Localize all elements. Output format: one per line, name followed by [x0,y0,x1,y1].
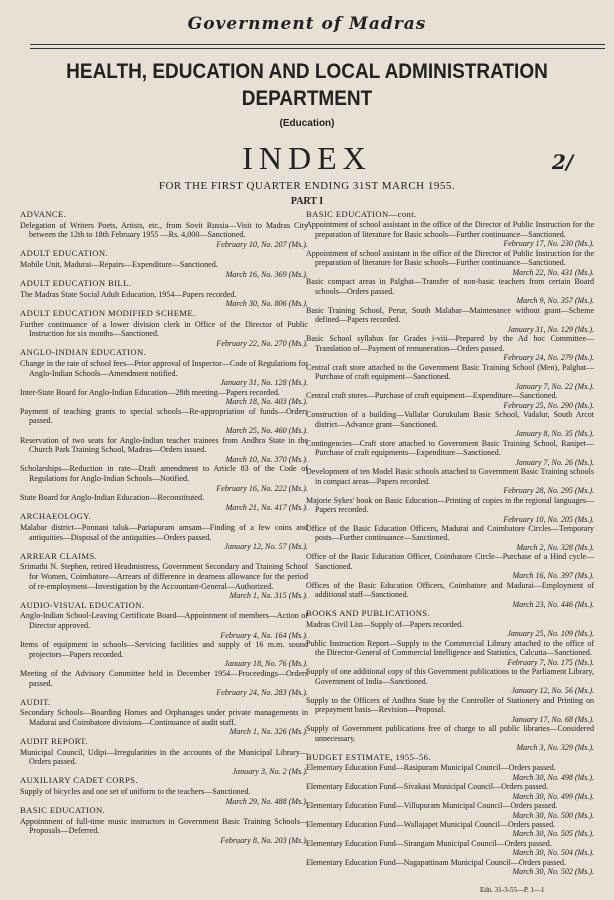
order-reference: February 25, No. 290 (Ms.). [503,400,594,410]
order-reference: January 12, No. 56 (Ms.). [511,686,594,696]
order-reference: March 2, No. 328 (Ms.). [516,542,594,552]
index-section [306,753,594,877]
order-reference: March 16, No. 369 (Ms.). [225,269,308,279]
index-entry: Elementary Education Fund—Sirangam Municipal Council—Orders passed. [306,838,552,848]
header-rule-bottom [30,48,605,49]
order-reference: January 31, No. 128 (Ms.). [220,378,308,388]
index-entry: Meeting of the Advisory Committee held in December 1954—Proceedings—Orders passed. [20,668,308,688]
index-entry: Public Instruction Report—Supply to the Commercial Library attached to the office of the Director-General of Commercial Intelligence and Statistics, Calcutta—Sanctioned. [306,638,594,658]
quarter-line: FOR THE FIRST QUARTER ENDING 31ST MARCH 1955. [158,180,456,192]
order-reference: March 16, No. 397 (Ms.). [512,571,594,581]
order-reference: February 24, No. 279 (Ms.). [503,353,594,363]
index-section [20,601,308,698]
order-reference: February 24, No. 283 (Ms.). [216,688,308,698]
index-entry: Elementary Education Fund—Wallajapet Municipal Council—Orders passed. [306,820,556,829]
index-entry: Office of the Basic Education Officers, Madurai and Coimbatore Circles—Temporary posts—Further continuance—Sanctioned. [306,523,594,543]
order-reference: March 30, No. 505 (Ms.). [512,829,594,839]
order-reference: January 31, No. 129 (Ms.). [507,324,594,334]
index-entry: Elementary Education Fund—Nagapattinam Municipal Council—Orders passed. [306,857,566,867]
department-line-2: DEPARTMENT [241,87,373,111]
order-reference: March 30, No. 502 (Ms.). [512,867,594,877]
index-entry: Development of ten Model Basic schools attached to Government Basic Training schools in compact areas—Papers recorded. [306,467,594,486]
government-title: Government of Madras [187,14,427,34]
index-entry: Elementary Education Fund—Villupuram Municipal Council—Orders passed. [306,801,558,811]
index-entry: Further continuance of a lower division clerk in Office of the Director of Public Instruction for six months—Sanctioned. [20,319,308,339]
index-entry: Construction of a building—Vallalar Gurukulam Basic School, Vadalur, South Arcot district—Advance grant—Sanctioned. [306,410,594,429]
index-section [20,249,308,279]
order-reference: January 18, No. 76 (Ms.). [224,659,308,669]
order-reference: January 7, No. 22 (Ms.). [515,381,594,391]
order-reference: March 21, No. 417 (Ms.). [225,502,308,512]
index-entry: Secondary Schools—Boarding Homes and Orphanages under private managements in Madurai and Coimbatore divisions—Continuance of audit staff. [20,708,308,727]
order-reference: February 22, No. 270 (Ms.). [216,338,308,348]
index-entry: Central craft stores—Purchase of craft equipment—Expenditure—Sanctioned. [306,391,558,401]
index-entry: Office of the Basic Education Officer, Coimbatore Circle—Purchase of a Hind cycle—Sanctioned. [306,552,594,571]
department-heading [0,59,614,113]
order-reference: January 8, No. 35 (Ms.). [515,429,594,439]
index-entry: The Madras State Social Adult Education, 1954—Papers recorded. [20,289,237,299]
index-section [20,512,308,551]
order-reference: March 30, No. 499 (Ms.). [512,791,594,801]
index-section [20,309,308,348]
index-entry: Offices of the Basic Education Officers, Coimbatore and Madurai—Employment of additional staff—Sanctioned. [306,580,594,600]
order-reference: January 25, No. 109 (Ms.). [507,629,594,639]
section-heading: ADVANCE. [20,209,67,219]
section-heading: AUDIO-VISUAL EDUCATION. [20,599,145,610]
order-reference: March 29, No. 488 (Ms.). [225,796,308,806]
section-heading: AUXILIARY CADET CORPS. [20,775,138,786]
order-reference: March 18, No. 403 (Ms.). [225,397,308,407]
index-entry: Central craft store attached to the Government Basic Training School (Men), Palghat—Purchase of craft equipment—Sanctioned. [306,362,594,382]
index-section [20,737,308,776]
index-entry: Supply to the Officers of Andhra State by the Controller of Stationery and Printing on prepayment basis—Revision—Proposal. [306,695,594,715]
section-heading: BASIC EDUCATION—cont. [306,209,417,219]
index-section [20,552,308,601]
left-column [20,210,308,846]
department-line-1: HEALTH, EDUCATION AND LOCAL ADMINISTRATION [66,60,548,84]
section-heading: BUDGET ESTIMATE, 1955–56. [306,751,431,762]
index-entry: Appointment of full-time music instructors in Government Basic Training Schools—Proposals—Deferred. [20,816,308,836]
order-reference: March 9, No. 357 (Ms.). [516,296,594,306]
order-reference: March 23, No. 446 (Ms.). [512,599,594,609]
index-section [20,776,308,806]
order-reference: March 1, No. 326 (Ms.). [229,727,308,737]
index-entry: Madras Civil List—Supply of—Papers recorded. [306,619,464,629]
index-section [20,698,308,737]
index-entry: Scholarships—Reduction in rate—Draft amendment to Article 83 of the Code of Regulations for Anglo-Indian Schools—Notified. [20,464,308,484]
order-reference: February 17, No. 230 (Ms.). [503,239,594,249]
index-entry: Municipal Council, Udipi—Irregularities in the accounts of the Municipal Library—Orders passed. [20,747,308,767]
index-entry: Reservation of two seats for Anglo-Indian teacher trainees from Andhra State in the Church Park Training School, Madras—Orders issued. [20,435,308,455]
index-entry: Supply of Government publications free of charge to all public libraries—Considered unnecessary. [306,724,594,743]
order-reference: February 8, No. 203 (Ms.). [220,836,308,845]
index-section [306,210,594,609]
index-entry: Appointment of school assistant in the office of the Director of Public Instruction for the preparation of literature for Basic schools—Further continuance—Sanctioned. [306,220,594,239]
index-entry: Supply of bicycles and one set of uniform to the teachers—Sanctioned. [20,787,251,797]
section-heading: ADULT EDUCATION MODIFIED SCHEME. [20,307,196,318]
section-heading: AUDIT. [20,696,51,707]
right-column [306,210,594,877]
index-entry: Elementary Education Fund—Rasipuram Municipal Council—Orders passed. [306,763,556,773]
index-entry: Change in the rate of school fees—Prior approval of Inspector—Code of Regulations for Anglo-Indian Schools—Amendment notified. [20,358,308,378]
index-entry: Srimathi N. Stephen, retired Headmistress, Government Secondary and Training School for Women, Coimbatore—Arrears of difference in dearness allowance for the period of re-employment—Investigation by the Accountant-General—Authorized. [20,562,308,591]
order-reference: February 16, No. 222 (Ms.). [216,483,308,493]
index-entry: Majorie Sykes' book on Basic Education—Printing of copies in the regional languages—Papers recorded. [306,495,594,515]
section-heading: ADULT EDUCATION. [20,248,109,259]
order-reference: March 1, No. 315 (Ms.). [229,591,308,601]
section-heading: ANGLO-INDIAN EDUCATION. [20,347,147,358]
order-reference: March 30, No. 806 (Ms.). [225,299,308,309]
order-reference: February 28, No. 295 (Ms.). [503,486,594,496]
index-section [306,609,594,752]
department-subtitle: (Education) [279,118,335,129]
index-entry: Appointment of school assistant in the office of the Director of Public Instruction for the preparation of literature for Basic schools—Further continuance—Sanctioned. [306,248,594,268]
order-reference: January 3, No. 2 (Ms.). [232,766,308,776]
order-reference: March 10, No. 370 (Ms.). [225,454,308,464]
index-entry: Inter-State Board for Anglo-Indian Education—28th meeting—Papers recorded. [20,387,280,397]
header-rule-top [30,44,605,45]
section-heading: ADULT EDUCATION BILL. [20,278,132,289]
index-entry: State Board for Anglo-Indian Education—Reconstituted. [20,493,205,503]
index-entry: Contingencies—Craft store attached to Government Basic Training School, Ranipet—Purchase of craft equipments—Expenditure—Sanctioned. [306,438,594,458]
index-entry: Basic compact areas in Palghat—Transfer of non-basic teachers from certain Board schools—Orders passed. [306,277,594,296]
order-reference: February 4, No. 164 (Ms.). [220,630,308,640]
part-label: PART I [290,196,324,207]
order-reference: February 7, No. 175 (Ms.). [507,657,594,667]
order-reference: February 10, No. 207 (Ms.). [216,239,308,249]
index-entry: Basic School syllabus for Grades i-viii—Prepared by the Ad hoc Committee—Translation of—Payment of remuneration—Orders passed. [306,334,594,353]
handwritten-mark: 2/ [552,150,574,174]
index-entry: Supply of one additional copy of this Government publications to the Parliament Library, Government of India—Sanctioned. [306,667,594,686]
index-entry: Delegation of Writers Poets, Artists, etc., from Sovit Russia—Visit to Madras City between the 12th to 18th February 1955 —Rs. 4,000—Sanctioned. [20,220,308,240]
index-section [20,210,308,249]
index-entry: Mobile Unit, Madurai—Repairs—Expenditure—Sanctioned. [20,259,218,269]
index-title: INDEX [242,140,372,176]
order-reference: March 30, No. 498 (Ms.). [512,772,594,782]
index-entry: Malabar district—Ponnani taluk—Pariapuram amsam—Finding of a few coins and antiquities—Disposal of the antiquities—Orders passed. [20,523,308,542]
section-heading: ARREAR CLAIMS. [20,550,98,561]
order-reference: March 22, No. 431 (Ms.). [512,267,594,277]
order-reference: March 3, No. 329 (Ms.). [516,743,594,753]
index-section [20,279,308,309]
index-entry: Payment of teaching grants to special schools—Re-appropriation of funds—Orders passed. [20,406,308,426]
footer-code: Edn. 31-3-55—P. 1—1 [480,886,545,894]
section-heading: BASIC EDUCATION. [20,805,106,816]
index-entry: Basic Training School, Perur, South Malabar—Maintenance without grant—Scheme defined—Papers recorded. [306,305,594,325]
order-reference: February 10, No. 205 (Ms.). [503,514,594,524]
order-reference: January 12, No. 57 (Ms.). [224,542,308,552]
index-entry: Items of equipment in schools—Servicing facilities and supply of 16 m.m. sound projectors—Papers recorded. [20,640,308,659]
order-reference: January 7, No. 26 (Ms.). [515,457,594,467]
index-entry: Elementary Education Fund—Sivakasi Municipal Council—Orders passed. [306,782,549,792]
order-reference: March 25, No. 460 (Ms.). [225,426,308,436]
order-reference: March 30, No. 504 (Ms.). [512,848,594,858]
section-heading: AUDIT REPORT. [20,736,88,747]
section-heading: ARCHAEOLOGY. [20,511,92,522]
index-entry: Anglo-Indian School-Leaving Certificate Board—Appointment of members—Action of Director approved. [20,611,308,630]
order-reference: March 30, No. 500 (Ms.). [512,810,594,820]
order-reference: January 17, No. 68 (Ms.). [511,714,594,724]
index-section [20,806,308,845]
section-heading: BOOKS AND PUBLICATIONS. [306,608,431,619]
index-section [20,348,308,512]
